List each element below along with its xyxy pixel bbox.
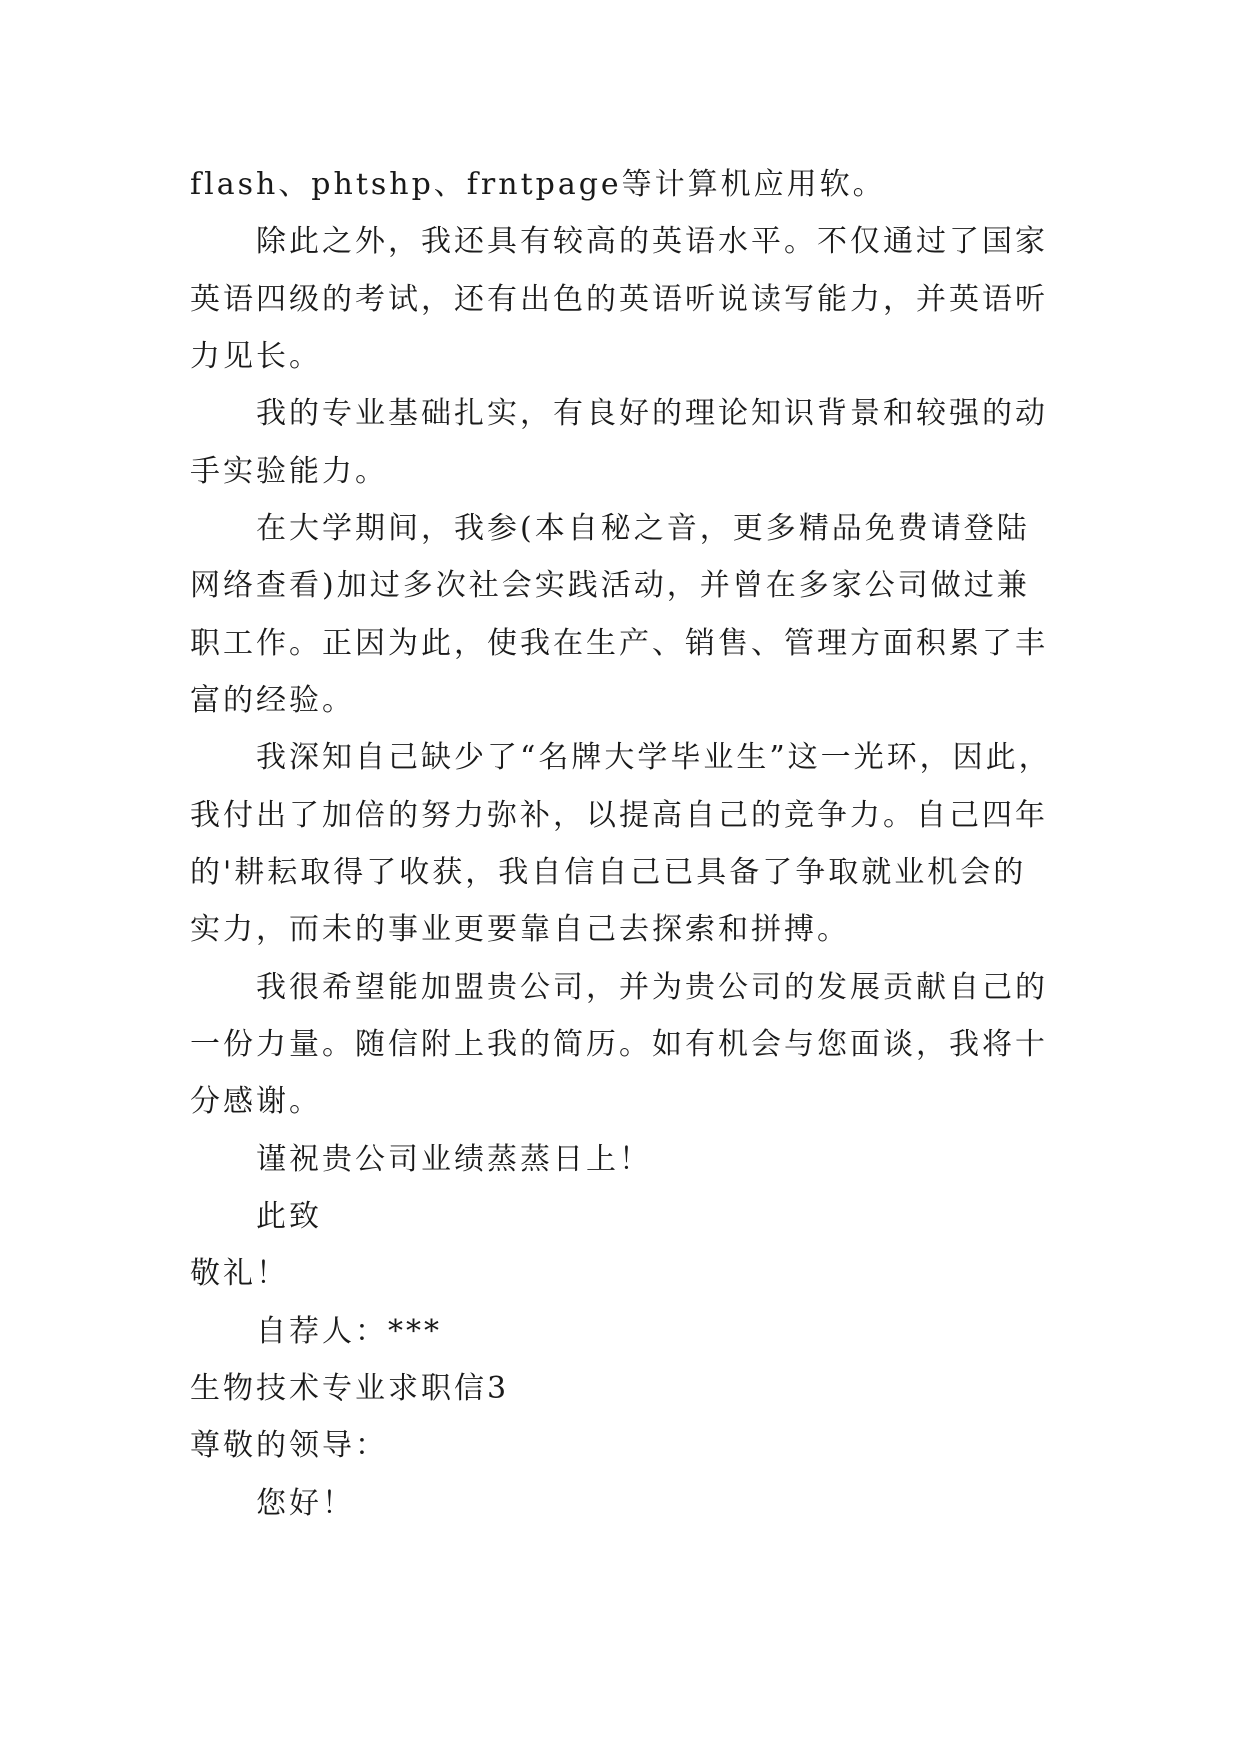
text-line: 的'耕耘取得了收获，我自信自己已具备了争取就业机会的 [190, 855, 1027, 890]
text-line: 除此之外，我还具有较高的英语水平。不仅通过了国家 [256, 224, 1048, 259]
text-line: 我很希望能加盟贵公司，并为贵公司的发展贡献自己的 [256, 970, 1048, 1005]
text-line: 自荐人：*** [256, 1314, 442, 1349]
text-line: 在大学期间，我参(本自秘之音，更多精品免费请登陆 [256, 511, 1030, 546]
text-line: 我的专业基础扎实，有良好的理论知识背景和较强的动 [256, 396, 1048, 431]
text-line: 生物技术专业求职信3 [190, 1371, 510, 1406]
text-line: 谨祝贵公司业绩蒸蒸日上！ [256, 1142, 652, 1177]
text-line: 此致 [256, 1199, 322, 1234]
text-line: flash、phtshp、frntpage等计算机应用软。 [190, 167, 886, 202]
text-line: 敬礼！ [190, 1256, 289, 1291]
text-line: 我付出了加倍的努力弥补，以提高自己的竞争力。自己四年 [190, 798, 1048, 833]
text-line: 尊敬的领导： [190, 1428, 388, 1463]
text-line: 我深知自己缺少了“名牌大学毕业生”这一光环，因此， [256, 740, 1052, 775]
text-line: 实力，而未的事业更要靠自己去探索和拼搏。 [190, 912, 850, 947]
text-line: 职工作。正因为此，使我在生产、销售、管理方面积累了丰 [190, 626, 1048, 661]
text-line: 您好！ [256, 1486, 355, 1521]
text-line: 富的经验。 [190, 683, 355, 718]
text-line: 一份力量。随信附上我的简历。如有机会与您面谈，我将十 [190, 1027, 1048, 1062]
text-line: 分感谢。 [190, 1084, 322, 1119]
text-line: 手实验能力。 [190, 454, 388, 489]
text-line: 力见长。 [190, 339, 322, 374]
text-line: 英语四级的考试，还有出色的英语听说读写能力，并英语听 [190, 282, 1048, 317]
text-line: 网络查看)加过多次社会实践活动，并曾在多家公司做过兼 [190, 568, 1030, 603]
